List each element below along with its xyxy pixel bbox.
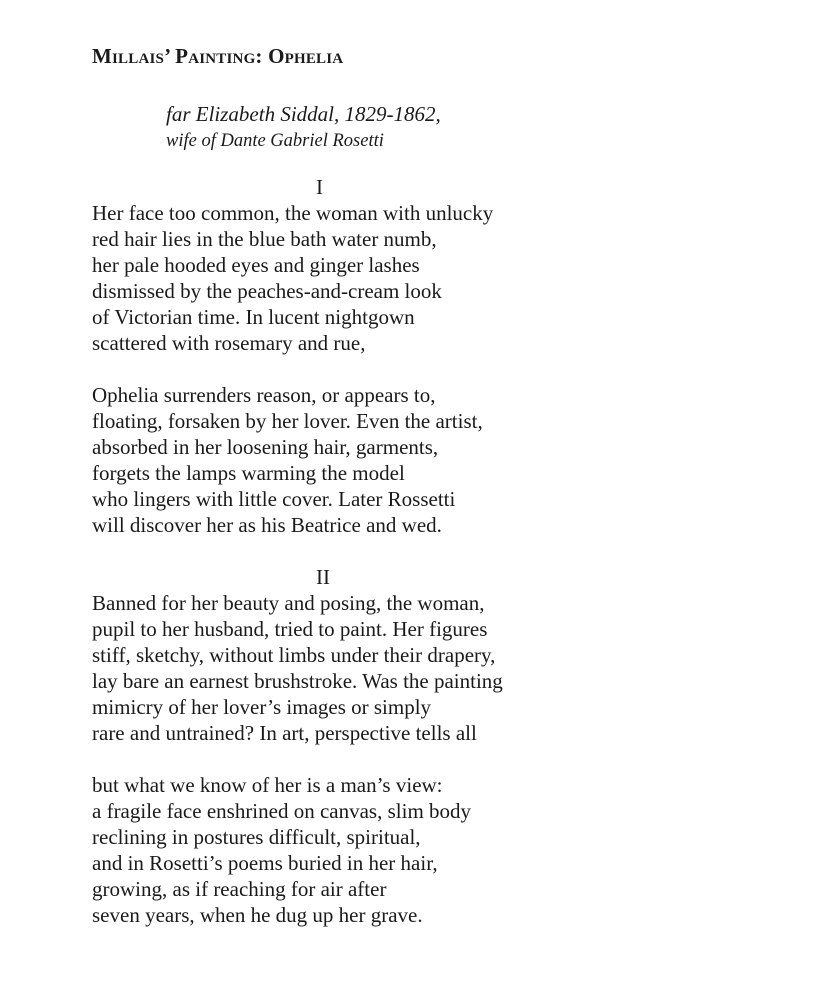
section-2: [92, 564, 732, 928]
poem-line: rare and untrained? In art, perspective tells all: [92, 721, 477, 745]
stanza: [92, 200, 732, 356]
poem-line: Ophelia surrenders reason, or appears to,: [92, 383, 436, 407]
poem-line: mimicry of her lover’s images or simply: [92, 695, 432, 719]
dedication-line: wife of Dante Gabriel Rosetti: [166, 131, 384, 151]
poem-title: Millais’ Painting: Ophelia: [92, 44, 344, 68]
poem-line: forgets the lamps warming the model: [92, 461, 405, 485]
poem-line: floating, forsaken by her lover. Even the artist,: [92, 409, 483, 433]
poem-line: growing, as if reaching for air after: [92, 877, 387, 901]
dedication-line: far Elizabeth Siddal, 1829-1862,: [166, 102, 441, 126]
poem-line: red hair lies in the blue bath water numb,: [92, 227, 437, 251]
poem-line: stiff, sketchy, without limbs under their drapery,: [92, 643, 496, 667]
section-numeral: I: [316, 175, 323, 199]
stanza: [92, 382, 732, 538]
poem-line: pupil to her husband, tried to paint. Her figures: [92, 617, 488, 641]
poem-line: of Victorian time. In lucent nightgown: [92, 305, 415, 329]
poem-line: Her face too common, the woman with unlucky: [92, 201, 494, 225]
poem-line: will discover her as his Beatrice and wed.: [92, 513, 442, 537]
poem-line: who lingers with little cover. Later Rossetti: [92, 487, 456, 511]
poem-line: but what we know of her is a man’s view:: [92, 773, 443, 797]
poem-line: reclining in postures difficult, spiritual,: [92, 825, 421, 849]
poem-line: absorbed in her loosening hair, garments,: [92, 435, 439, 459]
section-1: [92, 174, 732, 538]
stanza: [92, 772, 732, 928]
poem-line: her pale hooded eyes and ginger lashes: [92, 253, 420, 277]
poem-line: Banned for her beauty and posing, the woman,: [92, 591, 485, 615]
poem-line: scattered with rosemary and rue,: [92, 331, 366, 355]
section-numeral: II: [316, 565, 330, 589]
poem-line: a fragile face enshrined on canvas, slim body: [92, 799, 472, 823]
stanza: [92, 590, 732, 746]
poem-line: and in Rosetti’s poems buried in her hair,: [92, 851, 438, 875]
poem-line: lay bare an earnest brushstroke. Was the painting: [92, 669, 503, 693]
poem-page: [92, 40, 732, 928]
dedication: [166, 100, 732, 154]
poem-line: dismissed by the peaches-and-cream look: [92, 279, 442, 303]
poem-line: seven years, when he dug up her grave.: [92, 903, 423, 927]
